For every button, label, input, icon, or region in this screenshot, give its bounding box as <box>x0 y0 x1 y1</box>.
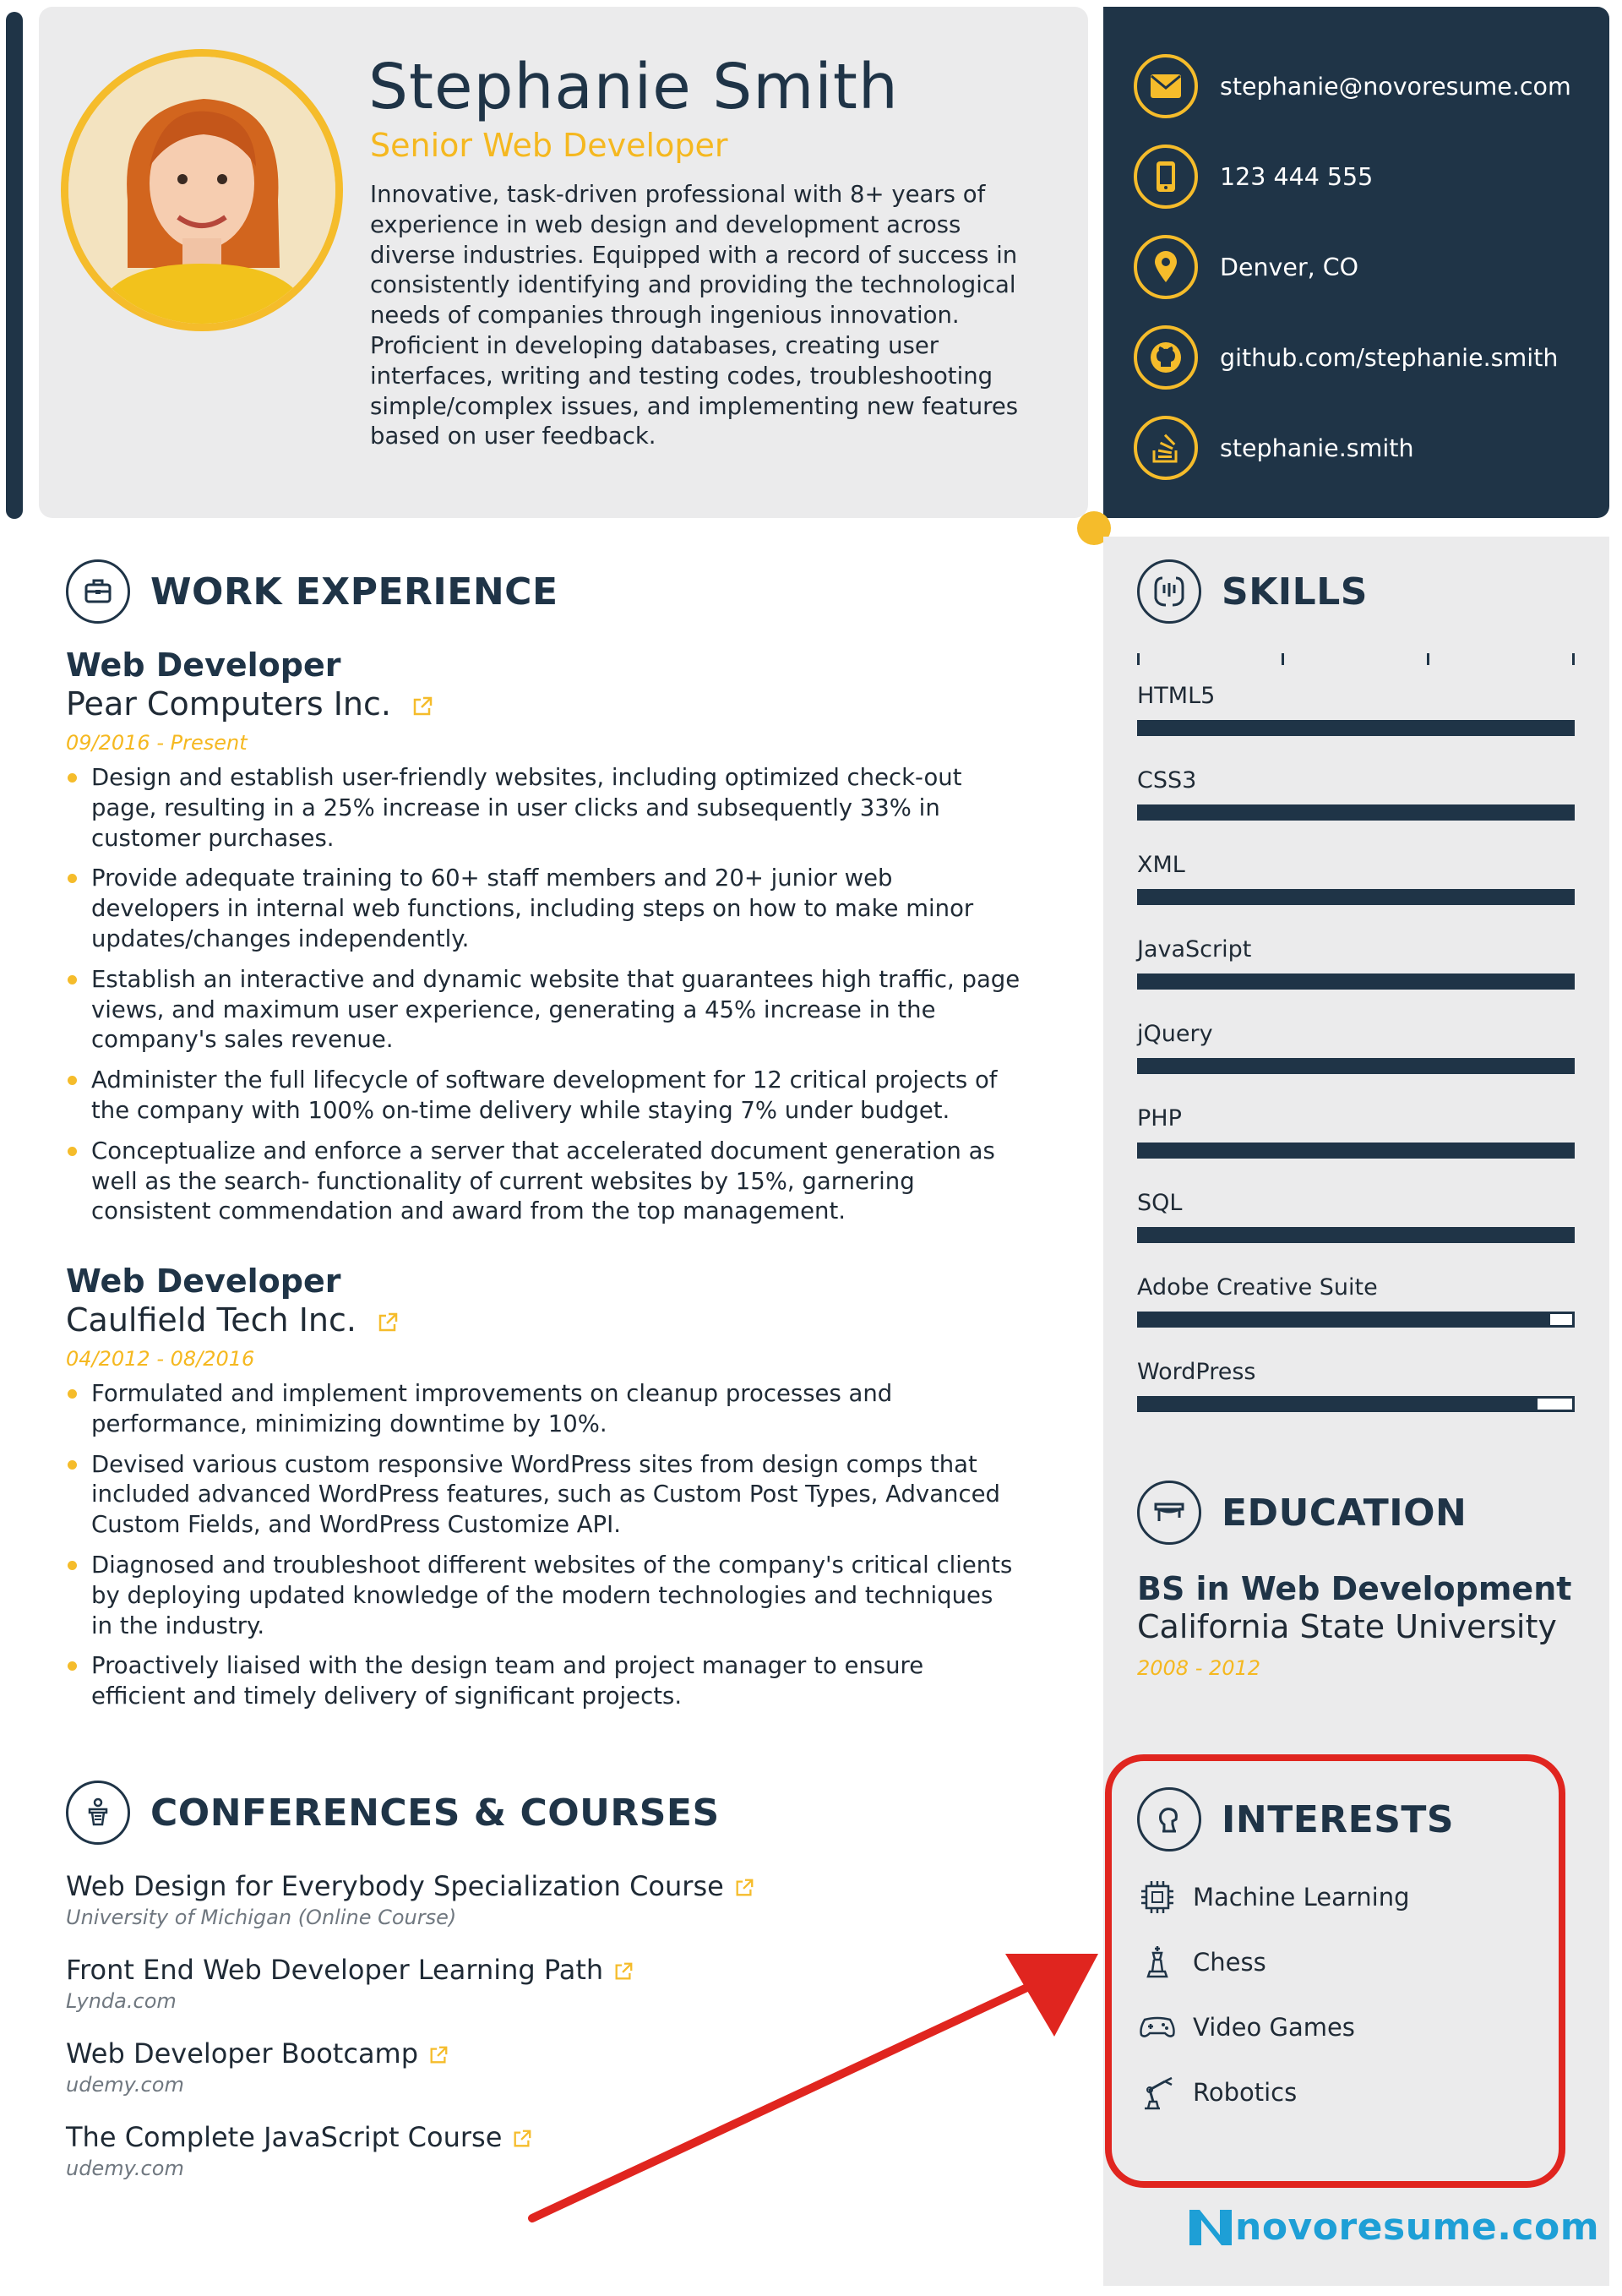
course-source: University of Michigan (Online Course) <box>66 1906 457 1929</box>
education-title: EDUCATION <box>1222 1491 1467 1535</box>
interest-label: Robotics <box>1193 2078 1298 2107</box>
education-school: California State University <box>1137 1608 1557 1645</box>
portrait-illustration <box>68 57 335 324</box>
skill-bar <box>1137 1143 1575 1159</box>
skill-bar <box>1137 1312 1575 1328</box>
course-item[interactable] <box>66 1954 634 2013</box>
course-name: Web Design for Everybody Specialization Course <box>66 1870 724 1902</box>
phone-icon <box>1134 145 1198 209</box>
skill-label: WordPress <box>1137 1359 1256 1385</box>
contact-email-text: stephanie@novoresume.com <box>1220 72 1571 101</box>
skill-bar-fill <box>1140 807 1572 818</box>
left-accent-bar <box>6 12 23 519</box>
skill-bar <box>1137 720 1575 736</box>
stackoverflow-icon <box>1134 416 1198 480</box>
skill-bar-fill <box>1140 1399 1538 1410</box>
job-dates: 04/2012 - 08/2016 <box>66 1347 255 1371</box>
skill-bar <box>1137 1058 1575 1074</box>
skill-bar <box>1137 973 1575 990</box>
github-icon <box>1134 325 1198 390</box>
course-name: Front End Web Developer Learning Path <box>66 1954 604 1986</box>
contact-email[interactable] <box>1134 51 1571 122</box>
briefcase-icon <box>66 559 130 624</box>
skill-bar <box>1137 804 1575 821</box>
job-title: Web Developer <box>66 646 341 684</box>
skills-heading <box>1137 559 1368 624</box>
interest-label: Machine Learning <box>1193 1883 1410 1912</box>
skills-title: SKILLS <box>1222 570 1368 614</box>
skill-bar-fill <box>1140 1061 1572 1072</box>
education-heading <box>1137 1481 1467 1545</box>
job-entry <box>66 646 1021 1237</box>
skill-label: XML <box>1137 852 1185 878</box>
skill-label: jQuery <box>1137 1021 1213 1047</box>
skill-bar <box>1137 1396 1575 1412</box>
contact-stackoverflow[interactable] <box>1134 412 1414 483</box>
job-bullet: Administer the full lifecycle of software development for 12 critical projects of the company with 100% on-time delivery while staying 7% under budget. <box>66 1066 1021 1126</box>
candidate-role: Senior Web Developer <box>370 127 728 164</box>
scale-tick <box>1282 653 1284 665</box>
job-title: Web Developer <box>66 1263 341 1300</box>
work-heading <box>66 559 558 624</box>
skill-label: SQL <box>1137 1190 1183 1216</box>
external-link-icon <box>512 2129 532 2149</box>
skill-label: Adobe Creative Suite <box>1137 1274 1378 1301</box>
skill-bar-fill <box>1140 976 1572 987</box>
course-source: udemy.com <box>66 2157 184 2180</box>
external-link-icon <box>411 695 433 717</box>
podium-icon <box>66 1781 130 1845</box>
external-link-icon <box>734 1878 754 1898</box>
contact-stackoverflow-text: stephanie.smith <box>1220 434 1414 462</box>
job-bullet: Diagnosed and troubleshoot different websites of the company's critical clients by deploying updated knowledge of the modern technologies and techniques in the industry. <box>66 1551 1021 1641</box>
interest-label: Video Games <box>1193 2013 1355 2042</box>
contact-location <box>1134 232 1358 303</box>
course-item[interactable] <box>66 1870 754 1929</box>
job-dates: 09/2016 - Present <box>66 731 248 755</box>
company-name: Caulfield Tech Inc. <box>66 1301 357 1339</box>
candidate-name: Stephanie Smith <box>368 51 899 123</box>
contact-github[interactable] <box>1134 322 1558 393</box>
interests-highlight-box <box>1105 1754 1565 2188</box>
course-item[interactable] <box>66 2037 449 2097</box>
interest-label: Chess <box>1193 1948 1266 1977</box>
job-bullet: Formulated and implement improvements on cleanup processes and performance, minimizing downtime by 10%. <box>66 1379 1021 1440</box>
skill-label: CSS3 <box>1137 767 1197 794</box>
job-bullet: Devised various custom responsive WordPress sites from design comps that included advanced WordPress features, such as Custom Post Types, Advanced Custom Fields, and WordPress Customize API. <box>66 1450 1021 1541</box>
job-bullet: Design and establish user-friendly websites, including optimized check-out page, resulting in a 25% increase in user clicks and subsequently 33% in customer purchases. <box>66 763 1021 854</box>
work-title: WORK EXPERIENCE <box>150 570 558 614</box>
scale-tick <box>1427 653 1429 665</box>
external-link-icon <box>613 1961 634 1982</box>
company-link[interactable] <box>66 1301 1021 1339</box>
external-link-icon <box>428 2045 449 2065</box>
graduation-cap-icon <box>1137 1481 1201 1545</box>
contact-location-text: Denver, CO <box>1220 253 1359 281</box>
company-link[interactable] <box>66 685 1021 723</box>
skill-bar-fill <box>1140 892 1572 903</box>
course-source: Lynda.com <box>66 1989 177 2013</box>
job-bullets <box>66 1379 1021 1712</box>
novoresume-logo-icon <box>1186 2206 1235 2249</box>
scale-tick <box>1137 653 1140 665</box>
education-dates: 2008 - 2012 <box>1137 1656 1261 1680</box>
skill-label: PHP <box>1137 1105 1182 1132</box>
conferences-title: CONFERENCES & COURSES <box>150 1791 720 1835</box>
course-name: Web Developer Bootcamp <box>66 2037 419 2070</box>
profile-summary: Innovative, task-driven professional with 8+ years of experience in web design and development across diverse industries. Equipped with a record of success in consistently identifying and providing the technological needs of companies through ingenious innovation. Proficient in developing databases, creating user interfaces, writing and testing codes, troubleshooting simple/complex issues, and implementing new features based on user feedback. <box>370 181 1019 450</box>
location-pin-icon <box>1134 235 1198 299</box>
skill-bar-fill <box>1140 1314 1550 1325</box>
conferences-heading <box>66 1781 720 1845</box>
job-bullet: Establish an interactive and dynamic website that guarantees high traffic, page views, and maximum user experience, generating a 45% increase in the company's sales revenue. <box>66 965 1021 1055</box>
education-degree: BS in Web Development <box>1137 1570 1572 1607</box>
brand-logo[interactable] <box>1186 2206 1599 2249</box>
job-bullet: Conceptualize and enforce a server that accelerated document generation as well as the search- functionality of current websites by 15%, garnering consistent commendation and award from the top management. <box>66 1137 1021 1227</box>
skill-bar <box>1137 889 1575 905</box>
skill-label: JavaScript <box>1137 936 1252 963</box>
skill-bar-fill <box>1140 1230 1572 1241</box>
course-name: The Complete JavaScript Course <box>66 2121 503 2153</box>
course-source: udemy.com <box>66 2073 184 2097</box>
envelope-icon <box>1134 54 1198 118</box>
job-bullet: Proactively liaised with the design team and project manager to ensure efficient and timely delivery of significant projects. <box>66 1651 1021 1712</box>
contact-phone-text: 123 444 555 <box>1220 162 1374 191</box>
skill-label: HTML5 <box>1137 683 1216 709</box>
skill-bar-fill <box>1140 723 1572 734</box>
external-link-icon <box>377 1312 399 1333</box>
job-bullet: Provide adequate training to 60+ staff members and 20+ junior web developers in internal web functions, including steps on how to make minor updates/changes independently. <box>66 864 1021 954</box>
interests-title: INTERESTS <box>1222 1797 1455 1841</box>
job-bullets <box>66 763 1021 1227</box>
profile-photo <box>61 49 343 331</box>
contact-phone[interactable] <box>1134 141 1373 212</box>
company-name: Pear Computers Inc. <box>66 685 391 723</box>
scale-tick <box>1572 653 1575 665</box>
contact-github-text: github.com/stephanie.smith <box>1220 343 1559 372</box>
skill-bar-fill <box>1140 1145 1572 1156</box>
skills-icon <box>1137 559 1201 624</box>
skill-scale <box>1137 653 1575 665</box>
course-item[interactable] <box>66 2121 532 2180</box>
brand-name: novoresume.com <box>1235 2206 1600 2249</box>
skill-bar <box>1137 1227 1575 1243</box>
job-entry <box>66 1263 1021 1722</box>
contact-panel <box>1103 7 1609 518</box>
